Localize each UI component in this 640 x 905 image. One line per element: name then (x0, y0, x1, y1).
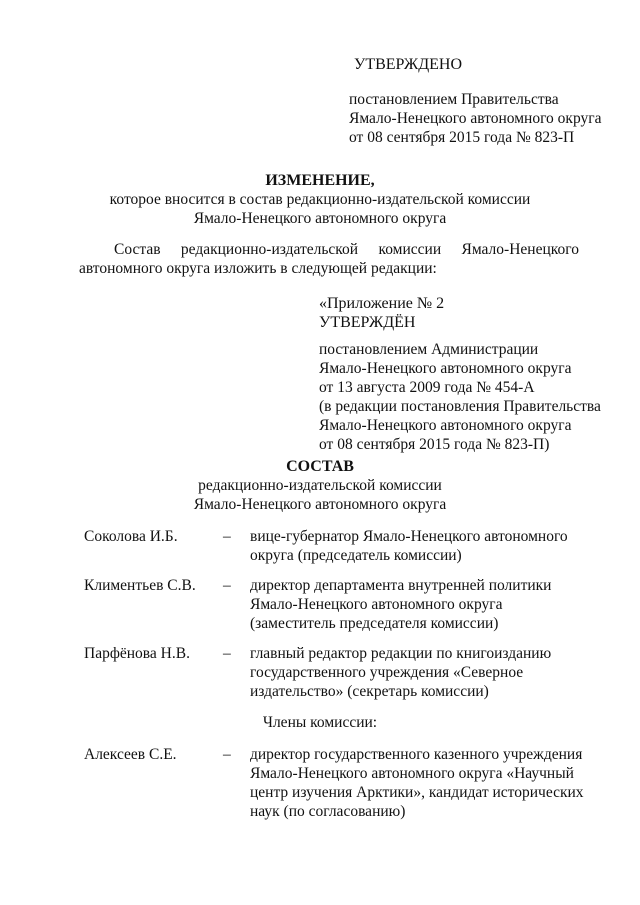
sostav-title-block (0, 457, 640, 514)
approved-line: постановлением Правительства (349, 91, 559, 108)
member-role (250, 527, 568, 565)
paragraph-word: редакционно-издательской (180, 241, 359, 258)
member-name: Климентьев С.В. (84, 577, 196, 594)
paragraph-word: комиссии (378, 241, 442, 258)
appendix-details (319, 340, 601, 454)
appendix-line: от 13 августа 2009 года № 454-А (319, 379, 535, 396)
appendix-heading (319, 294, 444, 332)
member-role-line: (заместитель председателя комиссии) (250, 615, 499, 632)
member-dash: – (223, 528, 231, 545)
member-role-line: округа (председатель комиссии) (250, 547, 462, 564)
member-role-line: наук (по согласованию) (250, 803, 406, 820)
sostav-title: СОСТАВ (286, 458, 354, 475)
member-role-line: главный редактор редакции по книгоизданию (250, 645, 552, 662)
change-subtitle-line: которое вносится в состав редакционно-издательской комиссии (109, 191, 531, 208)
member-role-line: Ямало-Ненецкого автономного округа (250, 596, 503, 613)
approved-stamp-title: УТВЕРЖДЕНО (354, 56, 463, 73)
member-name: Парфёнова Н.В. (84, 645, 190, 662)
paragraph-second-line: автономного округа изложить в следующей редакции: (79, 260, 437, 277)
member-role (250, 745, 584, 821)
approved-stamp-details (349, 90, 601, 147)
member-name: Алексеев С.Е. (84, 746, 177, 763)
appendix-line: (в редакции постановления Правительства (319, 398, 601, 415)
paragraph-word: Состав (114, 241, 161, 258)
paragraph-word: Ямало-Ненецкого (461, 241, 579, 258)
change-title-block (0, 171, 640, 228)
member-role-line: государственного учреждения «Северное (250, 664, 524, 681)
paragraph-first-line (79, 240, 579, 259)
appendix-approved: УТВЕРЖДЁН (319, 314, 416, 331)
member-dash: – (223, 645, 231, 662)
member-role-line: вице-губернатор Ямало-Ненецкого автономного (250, 528, 568, 545)
member-role-line: издательство» (секретарь комиссии) (250, 683, 489, 700)
members-heading: Члены комиссии: (262, 714, 378, 731)
approved-line: от 08 сентября 2015 года № 823-П (349, 129, 575, 146)
change-subtitle-line: Ямало-Ненецкого автономного округа (193, 210, 447, 227)
appendix-line: Ямало-Ненецкого автономного округа (319, 360, 572, 377)
change-title: ИЗМЕНЕНИЕ, (265, 172, 375, 189)
appendix-line: Ямало-Ненецкого автономного округа (319, 417, 572, 434)
appendix-line: постановлением Администрации (319, 341, 539, 358)
sostav-subtitle-line: редакционно-издательской комиссии (198, 477, 442, 494)
approved-line: Ямало-Ненецкого автономного округа (349, 110, 602, 127)
member-role (250, 644, 551, 701)
member-role-line: директор департамента внутренней политики (250, 577, 552, 594)
member-role-line: директор государственного казенного учреждения (250, 746, 583, 763)
appendix-line: от 08 сентября 2015 года № 823-П) (319, 436, 550, 453)
member-name: Соколова И.Б. (84, 528, 178, 545)
sostav-subtitle-line: Ямало-Ненецкого автономного округа (193, 496, 447, 513)
member-role-line: Ямало-Ненецкого автономного округа «Научный (250, 765, 574, 782)
member-dash: – (223, 577, 231, 594)
member-role-line: центр изучения Арктики», кандидат исторических (250, 784, 584, 801)
member-dash: – (223, 746, 231, 763)
appendix-number: «Приложение № 2 (319, 295, 445, 312)
member-role (250, 576, 551, 633)
body-paragraph (79, 240, 579, 278)
